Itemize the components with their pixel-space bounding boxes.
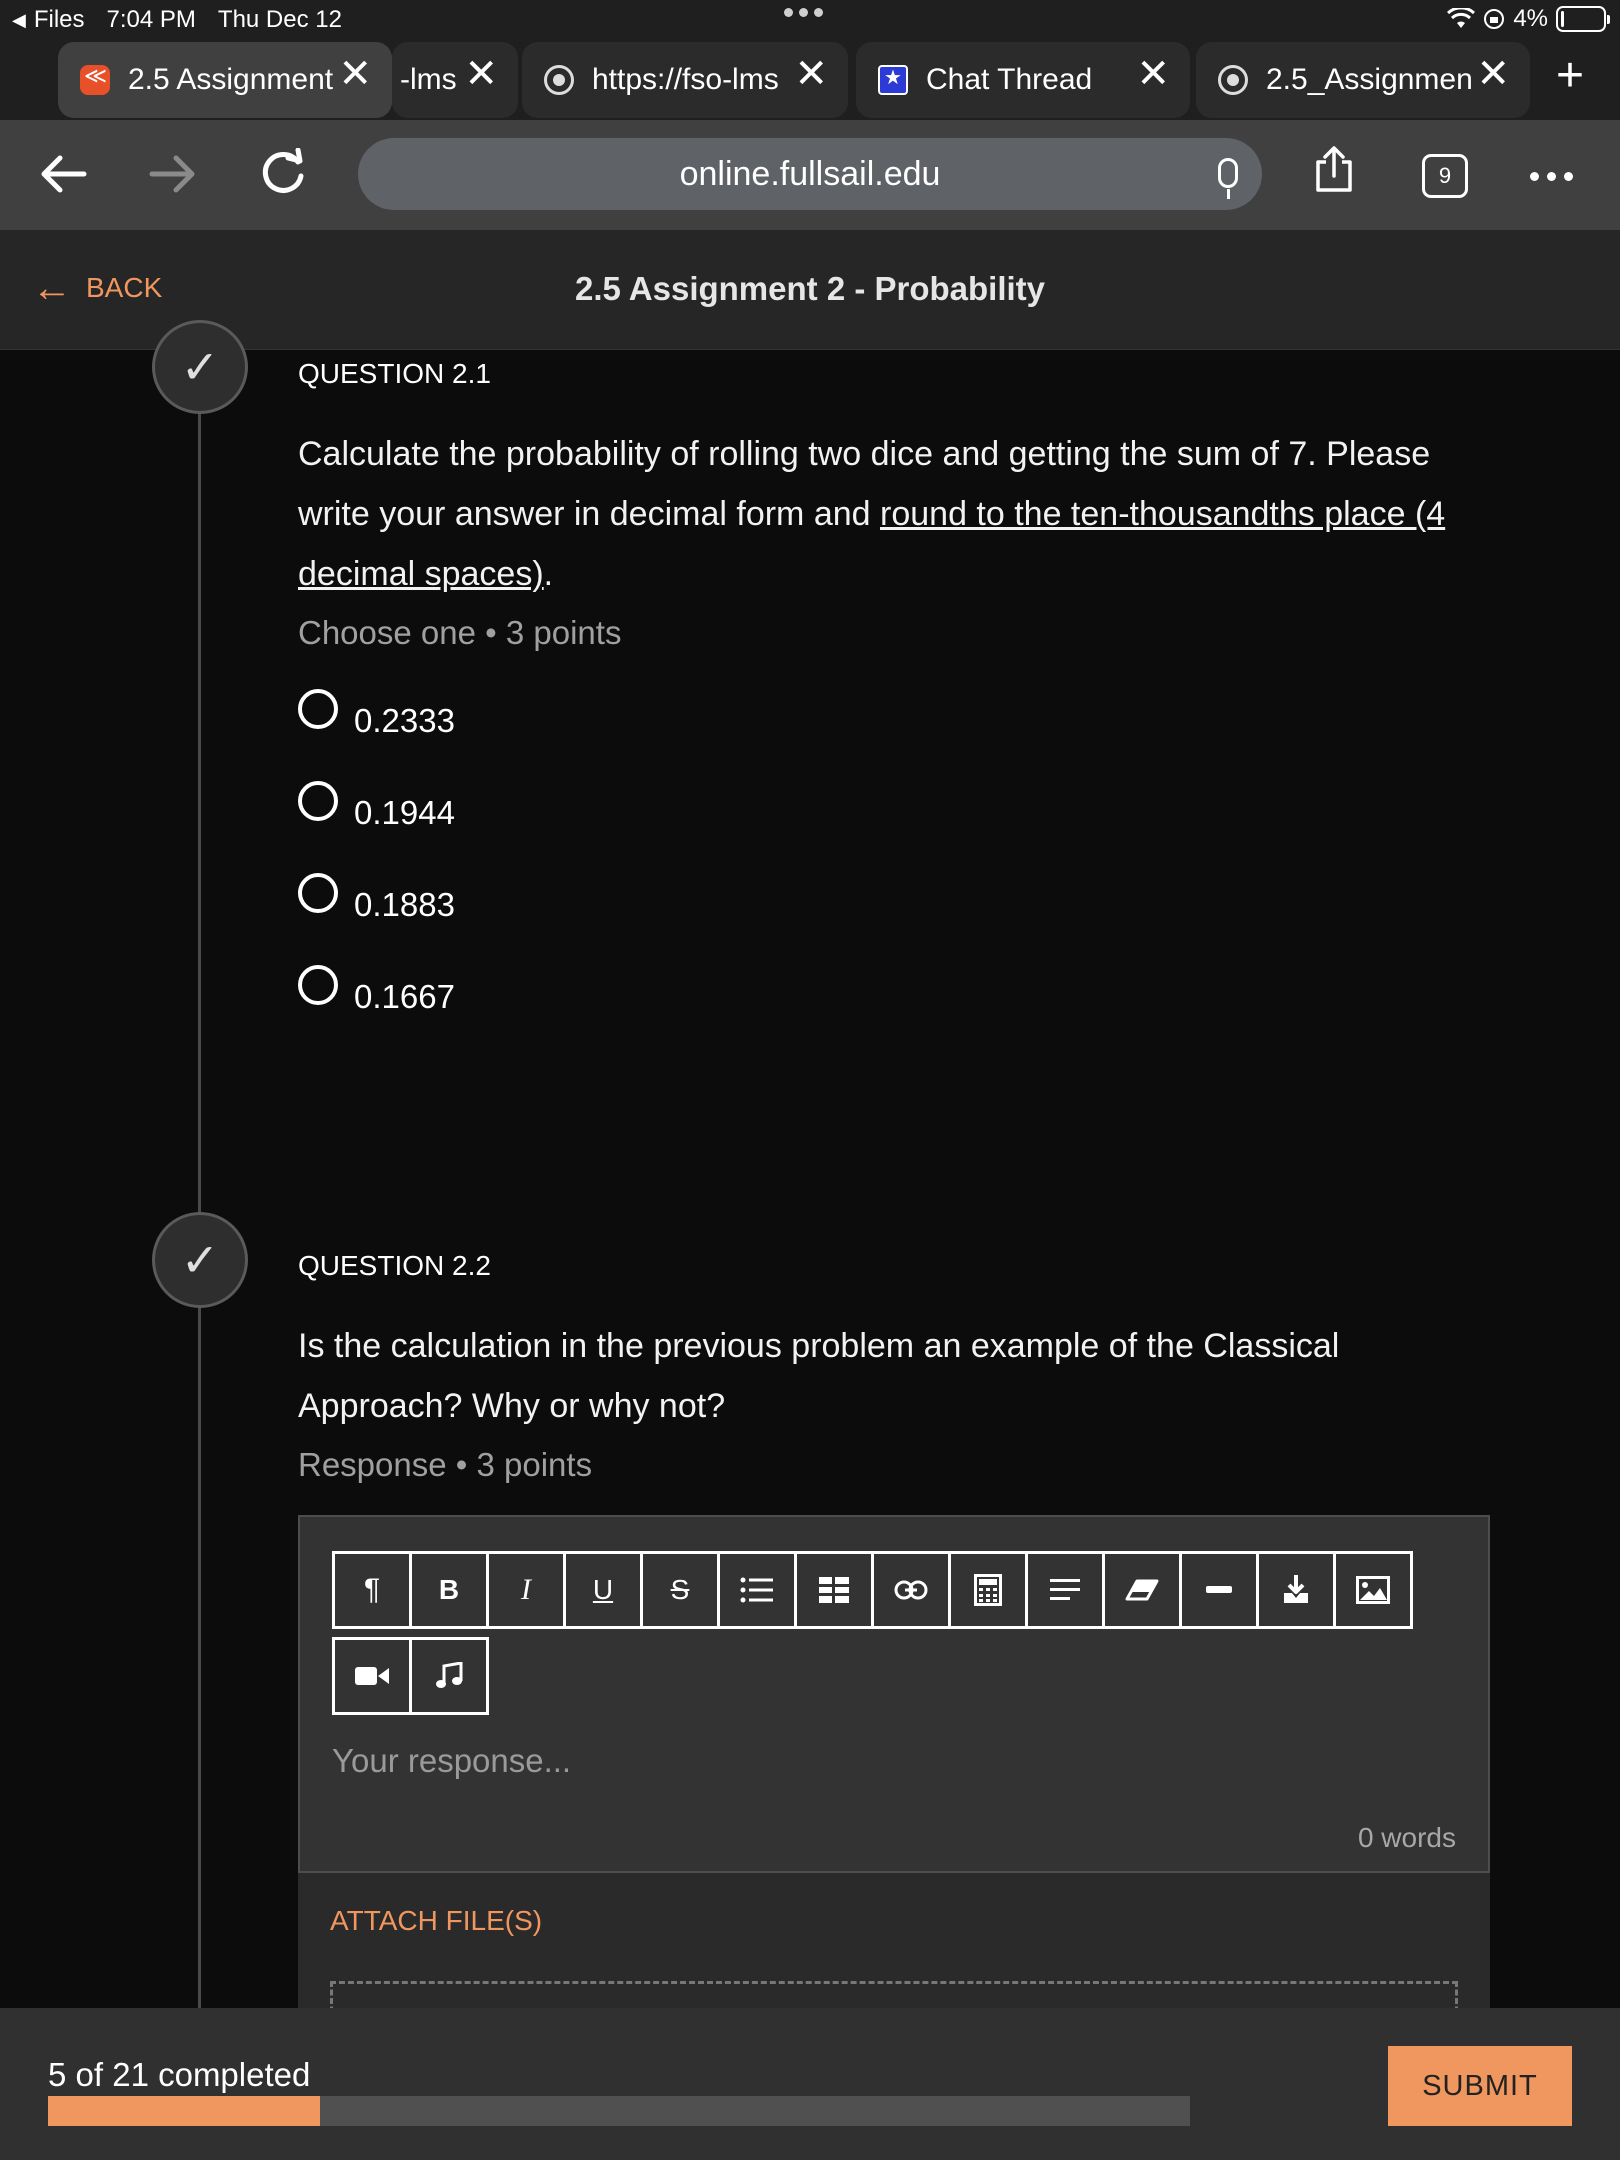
- italic-icon[interactable]: I: [486, 1551, 566, 1629]
- option-label[interactable]: 0.2333: [354, 702, 455, 739]
- answer-option[interactable]: [298, 690, 455, 740]
- status-date: Thu Dec 12: [217, 6, 342, 33]
- strikethrough-icon[interactable]: S: [640, 1551, 720, 1629]
- editor-toolbar-row-2: [332, 1637, 489, 1715]
- fullsail-icon: [80, 65, 110, 95]
- submit-button[interactable]: SUBMIT: [1388, 2046, 1572, 2126]
- tab-title: Chat Thread: [926, 63, 1093, 96]
- word-count: 0 words: [1357, 1822, 1456, 1853]
- answer-option[interactable]: [298, 966, 455, 1016]
- battery-icon: [1556, 6, 1606, 32]
- reload-icon[interactable]: [258, 148, 308, 198]
- tab-lms[interactable]: [392, 42, 518, 118]
- image-icon[interactable]: [1333, 1551, 1413, 1629]
- question-text-end: .: [543, 555, 554, 593]
- align-icon[interactable]: [1025, 1551, 1105, 1629]
- horizontal-rule-icon[interactable]: [1179, 1551, 1259, 1629]
- back-arrow-icon[interactable]: [38, 152, 88, 196]
- question-meta: Response • 3 points: [298, 1446, 593, 1483]
- tab-chat-thread[interactable]: [856, 42, 1190, 118]
- calculator-icon[interactable]: [948, 1551, 1028, 1629]
- status-time: 7:04 PM: [106, 6, 196, 33]
- answer-option[interactable]: [298, 782, 455, 832]
- browser-tab-bar: [0, 40, 1620, 120]
- progress-text: 5 of 21 completed: [48, 2056, 311, 2093]
- back-arrow-icon: ←: [32, 266, 72, 310]
- address-toolbar: [0, 120, 1620, 230]
- tab-title: https://fso-lms: [592, 63, 779, 96]
- close-tab-icon[interactable]: ✕: [338, 52, 372, 96]
- url-text[interactable]: online.fullsail.edu: [679, 154, 941, 193]
- progress-footer: [0, 2008, 1620, 2160]
- forward-arrow-icon[interactable]: [148, 152, 198, 196]
- back-label: BACK: [86, 272, 163, 303]
- question-completed-check-icon: ✓: [152, 320, 248, 414]
- tab-title: 2.5 Assignment: [128, 63, 334, 96]
- microphone-icon[interactable]: [1218, 158, 1238, 188]
- tab-2-5-assignment-pdf[interactable]: [1196, 42, 1530, 118]
- url-field[interactable]: [358, 138, 1262, 210]
- tab-fso-lms[interactable]: [522, 42, 848, 118]
- page-title: 2.5 Assignment 2 - Probability: [574, 270, 1046, 307]
- download-icon[interactable]: [1256, 1551, 1336, 1629]
- multitask-dots-icon[interactable]: [784, 8, 823, 17]
- globe-icon: [1218, 65, 1248, 95]
- tab-2-5-assignment[interactable]: [58, 42, 392, 118]
- option-label[interactable]: 0.1944: [354, 794, 455, 831]
- close-tab-icon[interactable]: ✕: [794, 52, 828, 96]
- orientation-lock-icon: [1483, 8, 1505, 30]
- progress-bar: [48, 2096, 1190, 2126]
- attach-files-panel: [298, 1873, 1490, 2013]
- question-meta: Choose one • 3 points: [298, 614, 622, 651]
- bulleted-list-icon[interactable]: [717, 1551, 797, 1629]
- globe-icon: [544, 65, 574, 95]
- table-icon[interactable]: [794, 1551, 874, 1629]
- question-text: Is the calculation in the previous problem an example of the Classical Approach? Why or why not?: [298, 1327, 1340, 1425]
- radio-button[interactable]: [298, 689, 338, 729]
- question-text: [298, 424, 1478, 604]
- status-bar: [0, 0, 1620, 40]
- wifi-icon: [1447, 8, 1475, 30]
- new-tab-plus-icon[interactable]: +: [1555, 49, 1584, 102]
- question-label: QUESTION 2.2: [298, 1250, 491, 1281]
- close-tab-icon[interactable]: ✕: [1476, 52, 1510, 96]
- answer-option[interactable]: [298, 874, 455, 924]
- video-icon[interactable]: [332, 1637, 412, 1715]
- underline-icon[interactable]: U: [563, 1551, 643, 1629]
- shield-icon: [878, 65, 908, 95]
- option-label[interactable]: 0.1667: [354, 978, 455, 1015]
- more-menu-icon[interactable]: [1530, 172, 1573, 181]
- tab-title: -lms: [400, 63, 457, 96]
- radio-button[interactable]: [298, 781, 338, 821]
- assignment-header: [0, 230, 1620, 350]
- tab-count: 9: [1438, 163, 1452, 188]
- tab-overview-button[interactable]: [1422, 154, 1468, 198]
- attach-files-label[interactable]: ATTACH FILE(S): [330, 1905, 543, 1936]
- response-editor[interactable]: [298, 1515, 1490, 1873]
- question-text-part: Calculate the probability of rolling two dice and getting the sum of 7. Please write your answer in decimal form and: [298, 435, 1431, 533]
- response-placeholder[interactable]: Your response...: [332, 1742, 572, 1779]
- progress-bar-fill: [48, 2096, 320, 2126]
- question-text-underlined: round to the ten-thousandths place (4 decimal spaces): [298, 495, 1446, 593]
- option-label[interactable]: 0.1883: [354, 886, 455, 923]
- audio-icon[interactable]: [409, 1637, 489, 1715]
- radio-button[interactable]: [298, 965, 338, 1005]
- radio-button[interactable]: [298, 873, 338, 913]
- close-tab-icon[interactable]: ✕: [464, 52, 498, 96]
- battery-percent: 4%: [1513, 5, 1548, 32]
- editor-toolbar: [332, 1551, 1413, 1629]
- tab-title: 2.5_Assignmen: [1266, 63, 1473, 96]
- bold-icon[interactable]: B: [409, 1551, 489, 1629]
- question-label: QUESTION 2.1: [298, 358, 491, 389]
- close-tab-icon[interactable]: ✕: [1136, 52, 1170, 96]
- back-to-app-icon[interactable]: ◀: [12, 9, 26, 30]
- back-app-label[interactable]: Files: [33, 6, 85, 33]
- paragraph-icon[interactable]: ¶: [332, 1551, 412, 1629]
- timeline-line: [198, 350, 201, 2010]
- eraser-icon[interactable]: [1102, 1551, 1182, 1629]
- share-icon[interactable]: [1314, 146, 1354, 194]
- question-completed-check-icon: ✓: [152, 1212, 248, 1308]
- link-icon[interactable]: [871, 1551, 951, 1629]
